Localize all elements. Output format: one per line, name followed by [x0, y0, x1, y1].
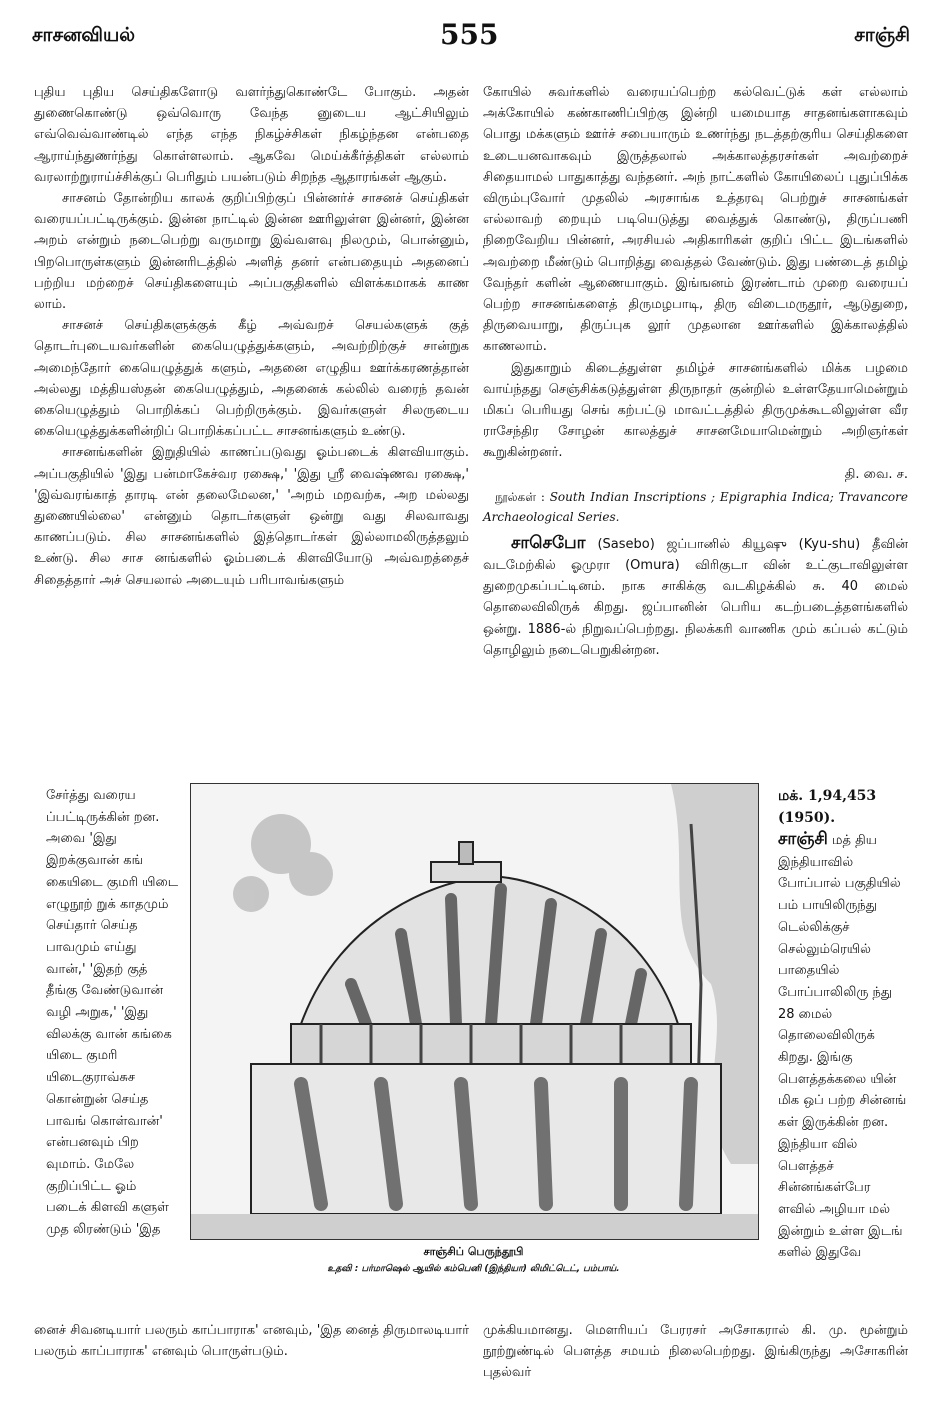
stupa-photograph — [190, 783, 759, 1240]
running-head-left: சாசனவியல் — [32, 24, 136, 46]
sanchi-text: மத் திய இந்தியாவில் போப்பால் பகுதியில் பம் பாயிலிருந்து டெல்லிக்குச் செல்லும்ரெயில் பாதையில் போப்பாலிலிரு ந்து 28 மைல் தொலைவிலிருக் கிறது. இங்கு பௌத்தக்கலை யின் மிக ஒப் பற்ற சின்னங் கள் இருக்கின் றன. இந்தியா வில் பௌத்தச் சின்னங்கள்பேர ளவில் அழியா மல் இன்றும் உள்ள இடங் களில் இதுவே — [778, 833, 907, 1261]
references — [483, 487, 908, 527]
entry-sanchi — [778, 829, 908, 1264]
left-bottom-text — [34, 1320, 469, 1362]
population-value: மக். 1,94,453 — [778, 788, 877, 804]
paragraph: புதிய புதிய செய்திகளோடு வளர்ந்துகொண்டே போகும். அதன் துணைகொண்டு ஒவ்வொரு வேந்த னுடைய ஆட்சியிலும் எவ்வெவ்வாண்டில் எந்த எந்த நிகழ்ச்சிகள் நிகழ்ந்தன என்பதை ஆராய்ந்துணர்ந்து கொள்ளலாம். ஆகவே மெய்க்கீர்த்திகள் எல்லாம் வரலாற்றுராய்ச்சிக்குப் பெரிதும் பயன்படும் சிறந்த ஆதாரங்கள் ஆகும். — [34, 85, 469, 185]
stupa-illustration — [191, 784, 758, 1239]
entry-sasebo — [483, 533, 908, 661]
references-text: South Indian Inscriptions ; Epigraphia Indica; Travancore Archaeological Series. — [483, 489, 908, 524]
paragraph: னைச் சிவனடியார் பலரும் காப்பாராக' எனவும், 'இத னைத் திருமாலடியார் பலரும் காப்பாராக' எனவும் பொருள்படும். — [34, 1323, 469, 1360]
paragraph: முக்கியமானது. மௌரியப் பேரரசர் அசோகரால் கி. மு. மூன்றும் நூற்றுண்டில் பௌத்த சமயம் நிலைபெற்றது. இங்கிருந்து அசோகரின் புதல்வர் — [483, 1323, 908, 1381]
headword-sanchi: சாஞ்சி — [778, 829, 828, 849]
references-label: நூல்கள் : — [495, 489, 545, 504]
sasebo-text: (Sasebo) ஜப்பானில் கியூஷு (Kyu-shu) தீவின் வடமேற்கில் ஓமுரா (Omura) விரிகுடா வின் உட்குடாவிலுள்ள துறைமுகப்பட்டினம். நாக சாகிக்கு வடகிழக்கில் சு. 40 மைல் தொலைவிலிருக் கிறது. ஜப்பானின் பெரிய கடற்படைத்தளங்களில் ஒன்று. 1886-ல் நிறுவப்பெற்றது. நிலக்கரி வாணிக மும் கப்பல் கட்டும் தொழிலும் நடைபெறுகின்றன. — [483, 536, 908, 658]
paragraph: சாசனங்களின் இறுதியில் காணப்படுவது ஓம்படைக் கிளவியாகும். அப்பகுதியில் 'இது பன்மாகேச்வர ரக்ஷை,' 'இது ஸ்ரீ வைஷ்ணவ ரக்ஷை,' 'இவ்வரங்காத் தாரடி என் தலைமேலன,' 'அறம் மறவற்க, அற மல்லது துணையில்லை' என்னும் தொடர்களுள் ஒன்று வது சிலவாவது காணப்படும். சில சாசனங்களில் இத்தொடர்கள் இல்லாமலிருத்தலும் உண்டு. சில சாச னங்களில் ஓம்படைக் கிளவியோடு அவ்வறத்தைச் சிதைத்தார் அச் செயலால் அடையும் பரிபாவங்களும் — [34, 445, 469, 588]
figure-caption: சாஞ்சிப் பெருந்தூபி — [423, 1245, 524, 1258]
paragraph: சாசனம் தோன்றிய காலக் குறிப்பிற்குப் பின்னர்ச் சாசனச் செய்திகள் வரையப்பட்டிருக்கும். இன்ன நாட்டில் இன்ன ஊரிலுள்ள இன்னர், இன்ன அறம் என்றும் நடைபெற்று வருமாறு இவ்வளவு நிலமும், பொன்னும், பிறபொருள்களும் இன்னரிடத்தில் அளித் தனர் என்பதையும் அதனைப் பற்றிய மற்றைச் செய்திகளையும் அப்பகுதிகளில் விளக்கமாகக் காண லாம். — [34, 191, 469, 313]
left-narrow-column — [46, 785, 180, 1241]
headword-sasebo: சாசெபோ — [511, 532, 586, 553]
paragraph: சேர்த்து வரைய ப்பட்டிருக்கின் றன. அவை 'இது இறக்குவான் கங் கையிடை குமரி யிடை எழுநூற் றுக் காதமும் செய்தார் செய்த பாவமும் எய்து வான்,' 'இதற் குத் தீங்கு வேண்டுவான் வழி அறுக,' 'இது விலக்கு வான் கங்கை யிடை குமரி யிடைகுராவ்சுச கொன்றுன் செய்த பாவங் கொள்வான்' என்பனவும் பிற வுமாம். மேலே குறிப்பிட்ட ஓம் படைக் கிளவி களுள் முத லிரண்டும் 'இத — [46, 788, 179, 1238]
right-bottom-text — [483, 1320, 908, 1384]
population-year: (1950). — [778, 810, 836, 826]
paragraph: கோயில் சுவர்களில் வரையப்பெற்ற கல்வெட்டுக் கள் எல்லாம் அக்கோயில் கண்காணிப்பிற்கு இன்றி யமையாத சாதனங்களாகவும் பொது மக்களும் ஊர்ச் சபையாரும் உணர்ந்து நடத்தற்குரிய செய்திகளை உடையனவாகவும் இருத்தலால் அக்காலத்தரசர்கள் அவற்றைச் சிதையாமல் பாதுகாத்து வந்தனர். அந் நாட்களில் கோயிலைப் புதுப்பிக்க விரும்புவோர் முதலில் அரசாங்க உத்தரவு பெற்றுச் சாசனங்கள் எல்லாவற் றையும் படியெடுத்து வைத்துக் கொண்டு, திருப்பணி நிறைவேறிய பின்னர், அரசியல் அதிகாரிகள் குறிப் பிட்ட இடங்களில் அவற்றை மீண்டும் பொறித்து வைத்தல் வேண்டும். இது பண்டைத் தமிழ் வேந்தர் களின் ஆணையாகும். இங்ஙனம் இரண்டாம் முறை வரையப் பெற்ற சாசனங்களைத் திருமழபாடி, திரு விடைமருதூர், ஆடுதுறை, திருவையாறு, திருப்புக லூர் முதலான ஊர்களில் இக்காலத்தில் காணலாம். — [483, 85, 908, 355]
left-column — [34, 82, 469, 591]
paragraph: இதுகாறும் கிடைத்துள்ள தமிழ்ச் சாசனங்களில் மிக்க பழமை வாய்ந்தது செஞ்சிக்கடுத்துள்ள திருநாதர் குன்றில் உள்ளதேயாமென்றும் மிகப் பெரியது செங் கற்பட்டு மாவட்டத்தில் திருமுக்கூடலிலுள்ள வீர ராசேந்திர சோழன் காலத்துச் சாசனமேயாமென்றும் அறிஞர்கள் கூறுகின்றனர். — [483, 360, 908, 461]
figure-credit: உதவி : பர்மாஷெல் ஆயில் கம்பெனி (இந்தியா) லிமிட்டெட், பம்பாய். — [327, 1264, 620, 1274]
right-column — [483, 82, 908, 661]
page-number: 555 — [440, 18, 499, 51]
paragraph: சாசனச் செய்திகளுக்குக் கீழ் அவ்வறச் செயல்களுக் குத் தொடர்புடையவர்களின் கையெழுத்துக்களும், அவற்றிற்குச் சான்றுக அமைந்தோர் கையெழுத்துக் களும், அதனை எழுதிய ஊர்க்கரணத்தான் அல்லது மத்தியஸ்தன் கையெழுத்தும், அதனைக் கல்லில் வரைந் தவன் கையெழுத்தும் பொறிக்கப் பெற்றிருக்கும். இவர்களுள் சிலருடைய கையெழுத்துக்களின்றிப் பொறிக்கப்பட்ட சாசனங்களும் உண்டு. — [34, 318, 469, 440]
running-head-right: சாஞ்சி — [854, 24, 910, 46]
author-initials: தி. வை. ச. — [844, 466, 908, 482]
right-narrow-column — [778, 785, 908, 1264]
population — [778, 785, 908, 829]
